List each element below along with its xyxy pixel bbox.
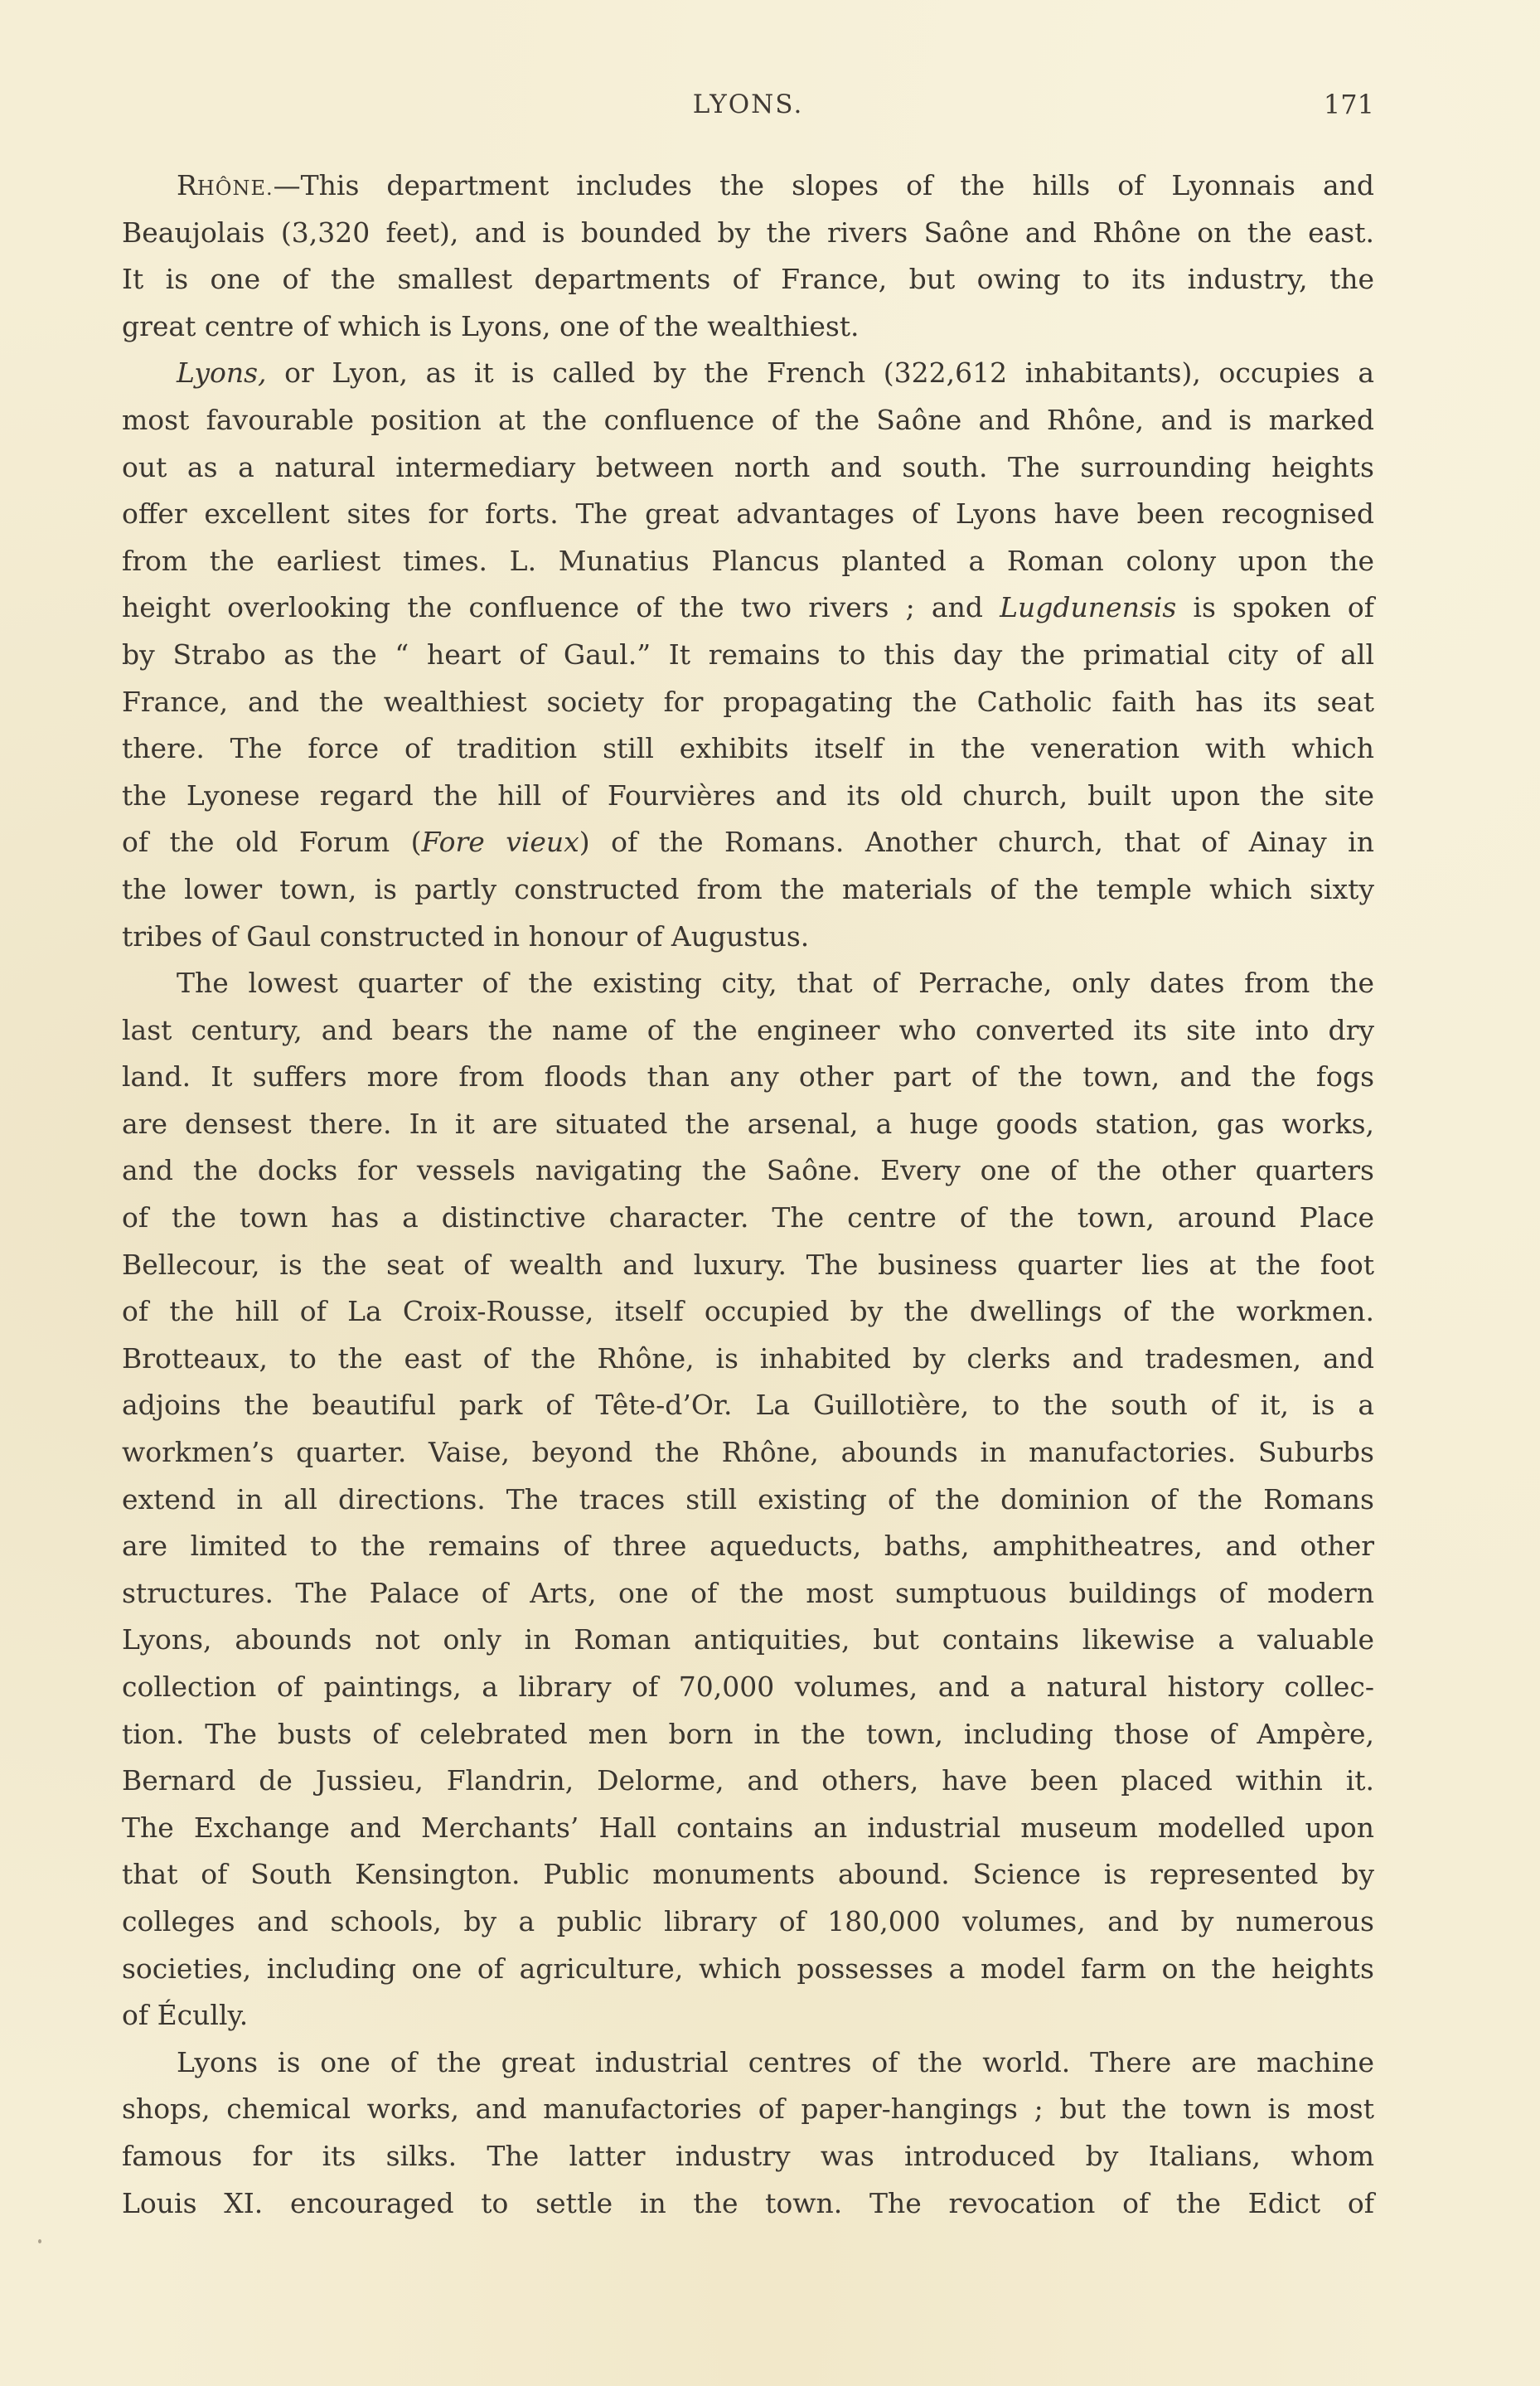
- text-line: colleges and schools, by a public library of 180,000 volumes, and by numerous: [122, 1904, 1374, 1937]
- text-line: Beaujolais (3,320 feet), and is bounded by the rivers Saône and Rhône on the east.: [122, 216, 1374, 249]
- text-line: land. It suffers more from floods than any other part of the town, and the fogs: [122, 1060, 1374, 1094]
- text-line: It is one of the smallest departments of France, but owing to its industry, the: [122, 263, 1374, 296]
- text-line: Louis XI. encouraged to settle in the town. The revocation of the Edict of: [122, 2186, 1374, 2219]
- text-line: offer excellent sites for forts. The great advantages of Lyons have been recognised: [122, 497, 1374, 531]
- text-line: of the town has a distinctive character. The centre of the town, around Place: [122, 1201, 1374, 1234]
- text-line: that of South Kensington. Public monuments abound. Science is represented by: [122, 1858, 1374, 1891]
- paragraph-industry: [122, 2039, 1374, 2227]
- page-number: 171: [1323, 89, 1374, 120]
- running-head: [122, 86, 1374, 123]
- text-line: Lyons, or Lyon, as it is called by the French (322,612 inhabitants), occupies a: [177, 356, 1374, 390]
- text-line: the Lyonese regard the hill of Fourvières and its old church, built upon the site: [122, 778, 1374, 812]
- text-line: famous for its silks. The latter industry was introduced by Italians, whom: [122, 2139, 1374, 2172]
- text-line: most favourable position at the confluence of the Saône and Rhône, and is marked: [122, 403, 1374, 436]
- text-line: of Écully.: [122, 1999, 249, 2032]
- text-line: structures. The Palace of Arts, one of the most sumptuous buildings of modern: [122, 1576, 1374, 1609]
- text-line: France, and the wealthiest society for propagating the Catholic faith has its seat: [122, 685, 1374, 718]
- text-line: of the hill of La Croix-Rousse, itself occupied by the dwellings of the workmen.: [122, 1295, 1374, 1328]
- text-line: tion. The busts of celebrated men born in the town, including those of Ampère,: [122, 1717, 1374, 1750]
- text-line: great centre of which is Lyons, one of the wealthiest.: [122, 309, 860, 342]
- small-caps-lead: R: [177, 169, 197, 201]
- paper-speck: [38, 2239, 41, 2243]
- text-line: Lyons, abounds not only in Roman antiquities, but contains likewise a valuable: [122, 1623, 1374, 1656]
- body-text: [122, 162, 1374, 2227]
- text-line: out as a natural intermediary between north and south. The surrounding heights: [122, 450, 1374, 483]
- italic-term: Fore vieux: [421, 826, 579, 859]
- text-line: height overlooking the confluence of the two rivers ; and Lugdunensis is spoken of: [122, 591, 1374, 624]
- text-line: Bernard de Jussieu, Flandrin, Delorme, and others, have been placed within it.: [122, 1764, 1374, 1797]
- italic-term: Lugdunensis: [1000, 591, 1177, 624]
- small-caps-lead: HÔNE.: [196, 177, 274, 200]
- paragraph-rhone: [122, 162, 1374, 350]
- text-line: Brotteaux, to the east of the Rhône, is inhabited by clerks and tradesmen, and: [122, 1341, 1374, 1375]
- text-line: extend in all directions. The traces still existing of the dominion of the Romans: [122, 1482, 1374, 1515]
- text-line: and the docks for vessels navigating the Saône. Every one of the other quarters: [122, 1154, 1374, 1187]
- text-line: the lower town, is partly constructed from the materials of the temple which sixty: [122, 872, 1374, 905]
- text-line: collection of paintings, a library of 70,000 volumes, and a natural history collec-: [122, 1671, 1374, 1703]
- text-line: tribes of Gaul constructed in honour of Augustus.: [122, 919, 810, 953]
- text-line: of the old Forum (Fore vieux) of the Romans. Another church, that of Ainay in: [122, 826, 1374, 859]
- text-line: Bellecour, is the seat of wealth and luxury. The business quarter lies at the foot: [122, 1248, 1374, 1281]
- text-line: The lowest quarter of the existing city, that of Perrache, only dates from the: [177, 967, 1374, 1000]
- text-line: shops, chemical works, and manufactories of paper-hangings ; but the town is most: [122, 2093, 1374, 2126]
- text-line: last century, and bears the name of the engineer who converted its site into dry: [122, 1013, 1374, 1046]
- text-line: The Exchange and Merchants’ Hall contains an industrial museum modelled upon: [122, 1811, 1374, 1844]
- paragraph-lyons-city: [122, 350, 1374, 960]
- text-line: are limited to the remains of three aqueducts, baths, amphitheatres, and other: [122, 1530, 1374, 1563]
- paragraph-quarters: [122, 960, 1374, 2039]
- text-line: RHÔNE.—This department includes the slopes of the hills of Lyonnais and: [177, 169, 1374, 201]
- text-line: societies, including one of agriculture, which possesses a model farm on the heights: [122, 1952, 1374, 1985]
- text-line: adjoins the beautiful park of Tête-d’Or. La Guillotière, to the south of it, is a: [122, 1389, 1374, 1422]
- text-line: workmen’s quarter. Vaise, beyond the Rhône, abounds in manufactories. Suburbs: [122, 1436, 1374, 1469]
- text-line: there. The force of tradition still exhibits itself in the veneration with which: [122, 732, 1374, 765]
- text-line: are densest there. In it are situated the arsenal, a huge goods station, gas works,: [122, 1107, 1374, 1140]
- text-line: Lyons is one of the great industrial centres of the world. There are machine: [177, 2045, 1374, 2078]
- running-title: LYONS.: [692, 90, 804, 119]
- text-line: by Strabo as the “ heart of Gaul.” It remains to this day the primatial city of all: [122, 638, 1374, 671]
- italic-term: Lyons,: [177, 356, 267, 390]
- text-line: from the earliest times. L. Munatius Plancus planted a Roman colony upon the: [122, 544, 1374, 577]
